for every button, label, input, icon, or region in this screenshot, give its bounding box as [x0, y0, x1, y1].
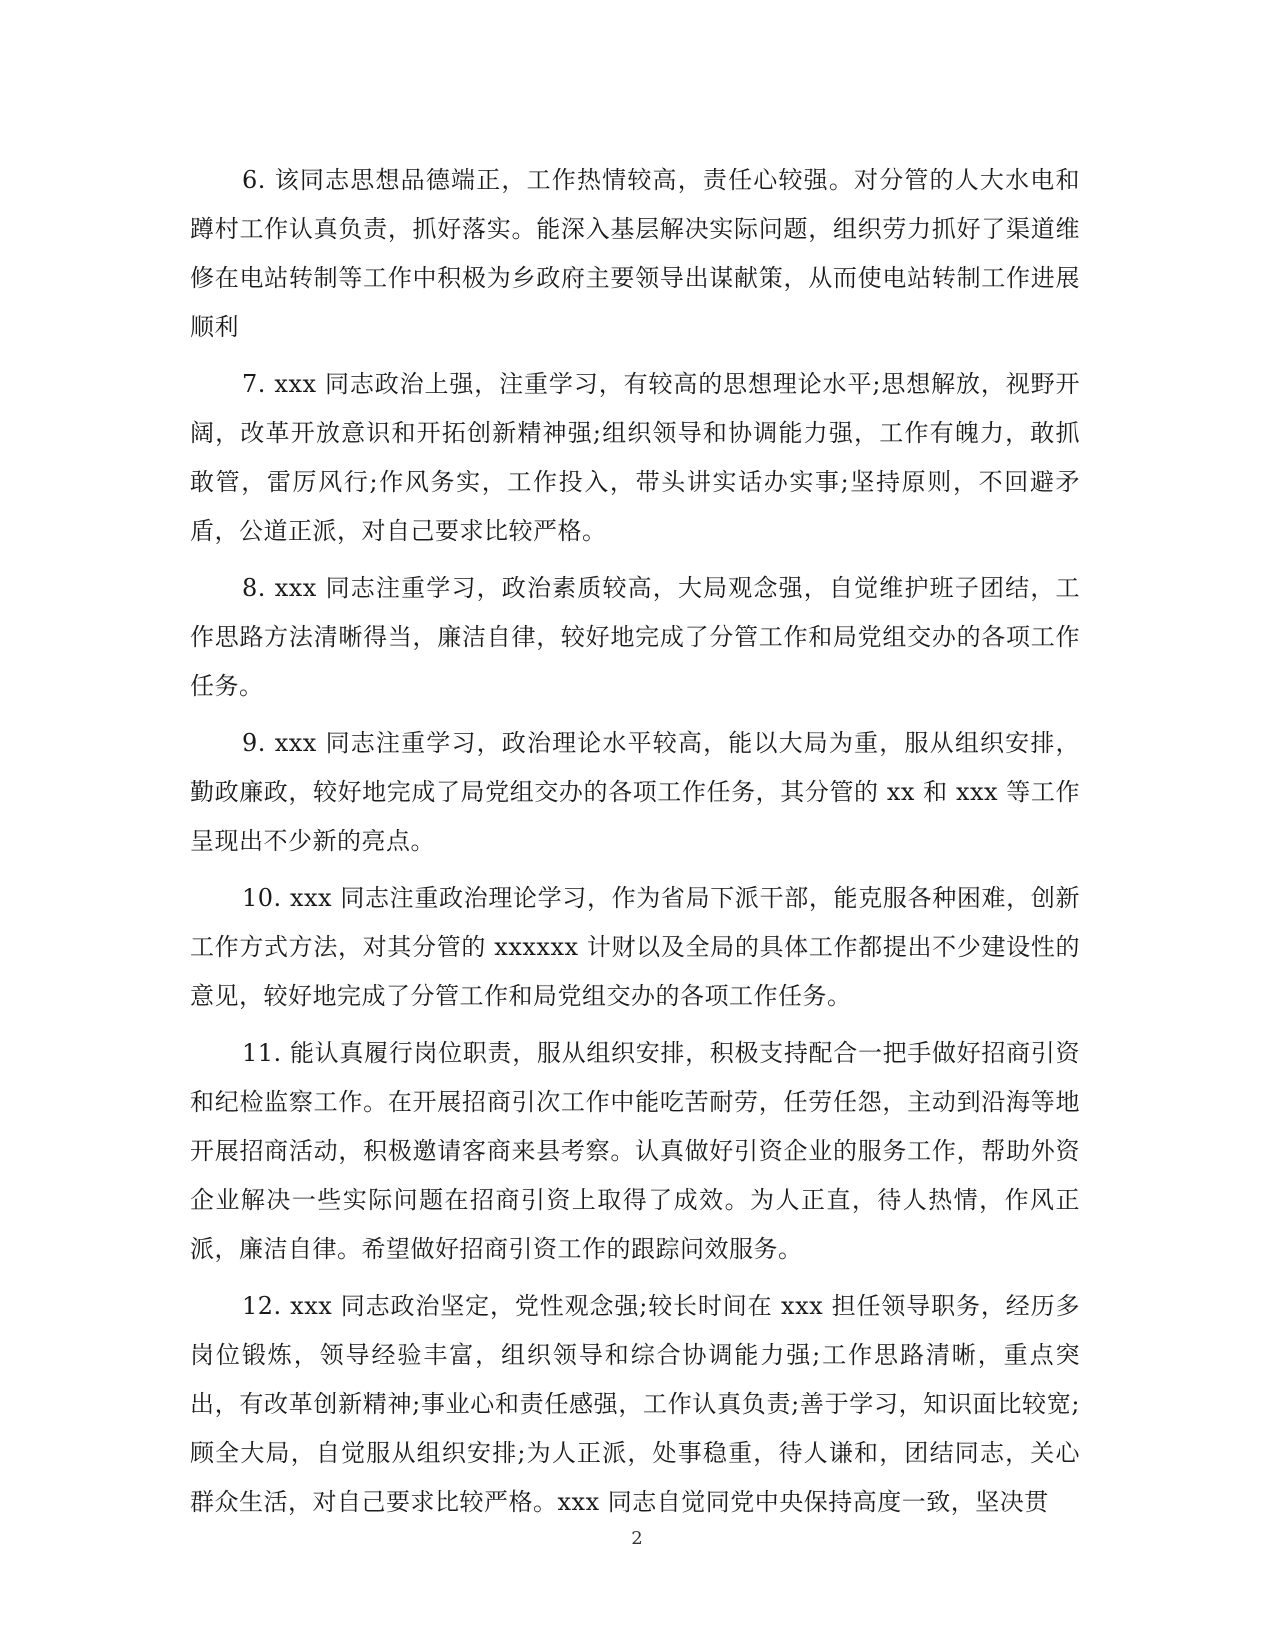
paragraph-8: 8. xxx 同志注重学习，政治素质较高，大局观念强，自觉维护班子团结，工作思路方法清晰得当，廉洁自律，较好地完成了分管工作和局党组交办的各项工作任务。 — [190, 574, 1080, 700]
paragraph-10: 10. xxx 同志注重政治理论学习，作为省局下派干部，能克服各种困难，创新工作方式方法，对其分管的 xxxxxx 计财以及全局的具体工作都提出不少建设性的意见，较好地完成了分管工作和局党组交办的各项工作任务。 — [190, 884, 1080, 1010]
paragraph-7: 7. xxx 同志政治上强，注重学习，有较高的思想理论水平;思想解放，视野开阔，改革开放意识和开拓创新精神强;组织领导和协调能力强，工作有魄力，敢抓敢管，雷厉风行;作风务实，工作投入，带头讲实话办实事;坚持原则，不回避矛盾，公道正派，对自己要求比较严格。 — [190, 370, 1080, 545]
paragraph-6: 6. 该同志思想品德端正，工作热情较高，责任心较强。对分管的人大水电和蹲村工作认真负责，抓好落实。能深入基层解决实际问题，组织劳力抓好了渠道维修在电站转制等工作中积极为乡政府主要领导出谋献策，从而使电站转制工作进展顺利 — [190, 166, 1080, 341]
page-number: 2 — [631, 1528, 643, 1549]
paragraph-12: 12. xxx 同志政治坚定，党性观念强;较长时间在 xxx 担任领导职务，经历多岗位锻炼，领导经验丰富，组织领导和综合协调能力强;工作思路清晰，重点突出，有改革创新精神;事业心和责任感强，工作认真负责;善于学习，知识面比较宽;顾全大局，自觉服从组织安排;为人正派，处事稳重，待人谦和，团结同志，关心群众生活，对自己要求比较严格。xxx 同志自觉同党中央保持高度一致，坚决贯 — [190, 1292, 1080, 1516]
paragraph-9: 9. xxx 同志注重学习，政治理论水平较高，能以大局为重，服从组织安排，勤政廉政，较好地完成了局党组交办的各项工作任务，其分管的 xx 和 xxx 等工作呈现出不少新的亮点。 — [190, 729, 1080, 855]
document-body — [190, 156, 1080, 1535]
paragraph-11: 11. 能认真履行岗位职责，服从组织安排，积极支持配合一把手做好招商引资和纪检监察工作。在开展招商引次工作中能吃苦耐劳，任劳任怨，主动到沿海等地开展招商活动，积极邀请客商来县考察。认真做好引资企业的服务工作，帮助外资企业解决一些实际问题在招商引资上取得了成效。为人正直，待人热情，作风正派，廉洁自律。希望做好招商引资工作的跟踪问效服务。 — [190, 1039, 1080, 1263]
